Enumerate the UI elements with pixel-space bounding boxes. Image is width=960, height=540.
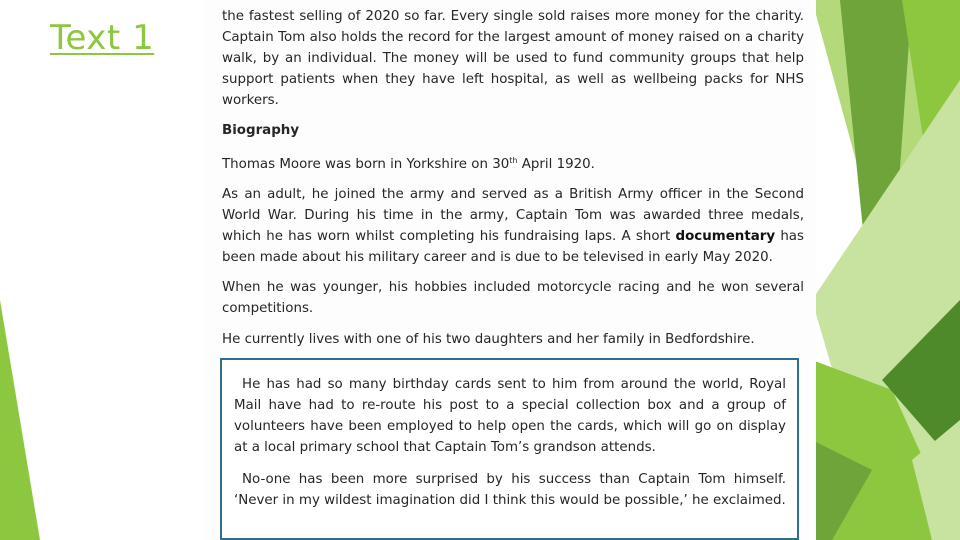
birth-text-before: Thomas Moore was born in Yorkshire on 30: [222, 157, 510, 172]
hobbies-paragraph: When he was younger, his hobbies included motorcycle racing and he won several competitions.: [222, 280, 804, 316]
biography-heading: Biography: [222, 123, 300, 138]
birth-ordinal-suffix: th: [509, 156, 518, 165]
intro-paragraph: the fastest selling of 2020 so far. Every single sold raises more money for the charity. Captain Tom also holds the record for the largest amount of money raised on a charity walk, by an individual. The money will be used to fund community groups that help support patients when they have left hospital, as well as wellbeing packs for NHS workers.: [222, 9, 804, 108]
decorative-triangles: [812, 0, 960, 540]
birth-text-after: April 1920.: [517, 157, 595, 172]
documentary-term: documentary: [675, 229, 776, 244]
slide-title: Text 1: [50, 18, 155, 58]
army-paragraph: [222, 184, 804, 268]
fact-box-paragraph-2: No-one has been more surprised by his success than Captain Tom himself. ‘Never in my wildest imagination did I think this would be possible,’ he exclaimed.: [234, 472, 786, 508]
fact-box-paragraph-1: He has had so many birthday cards sent to him from around the world, Royal Mail have had to re-route his post to a special collection box and a group of volunteers have been employed to help open the cards, which will go on display at a local primary school that Captain Tom’s grandson attends.: [234, 377, 786, 455]
residence-paragraph: He currently lives with one of his two daughters and her family in Bedfordshire.: [222, 332, 755, 347]
army-text-after: has been made about his military career and is due to be televised in early May 2020.: [222, 229, 804, 265]
army-text-before: As an adult, he joined the army and served as a British Army officer in the Second World War. During his time in the army, Captain Tom was awarded three medals, which he has worn whilst completing his fundraising laps. A short: [222, 187, 804, 244]
document-page: [204, 0, 816, 540]
birth-paragraph: [222, 154, 804, 175]
left-accent-shape: [0, 0, 40, 540]
fact-box: [220, 358, 799, 540]
